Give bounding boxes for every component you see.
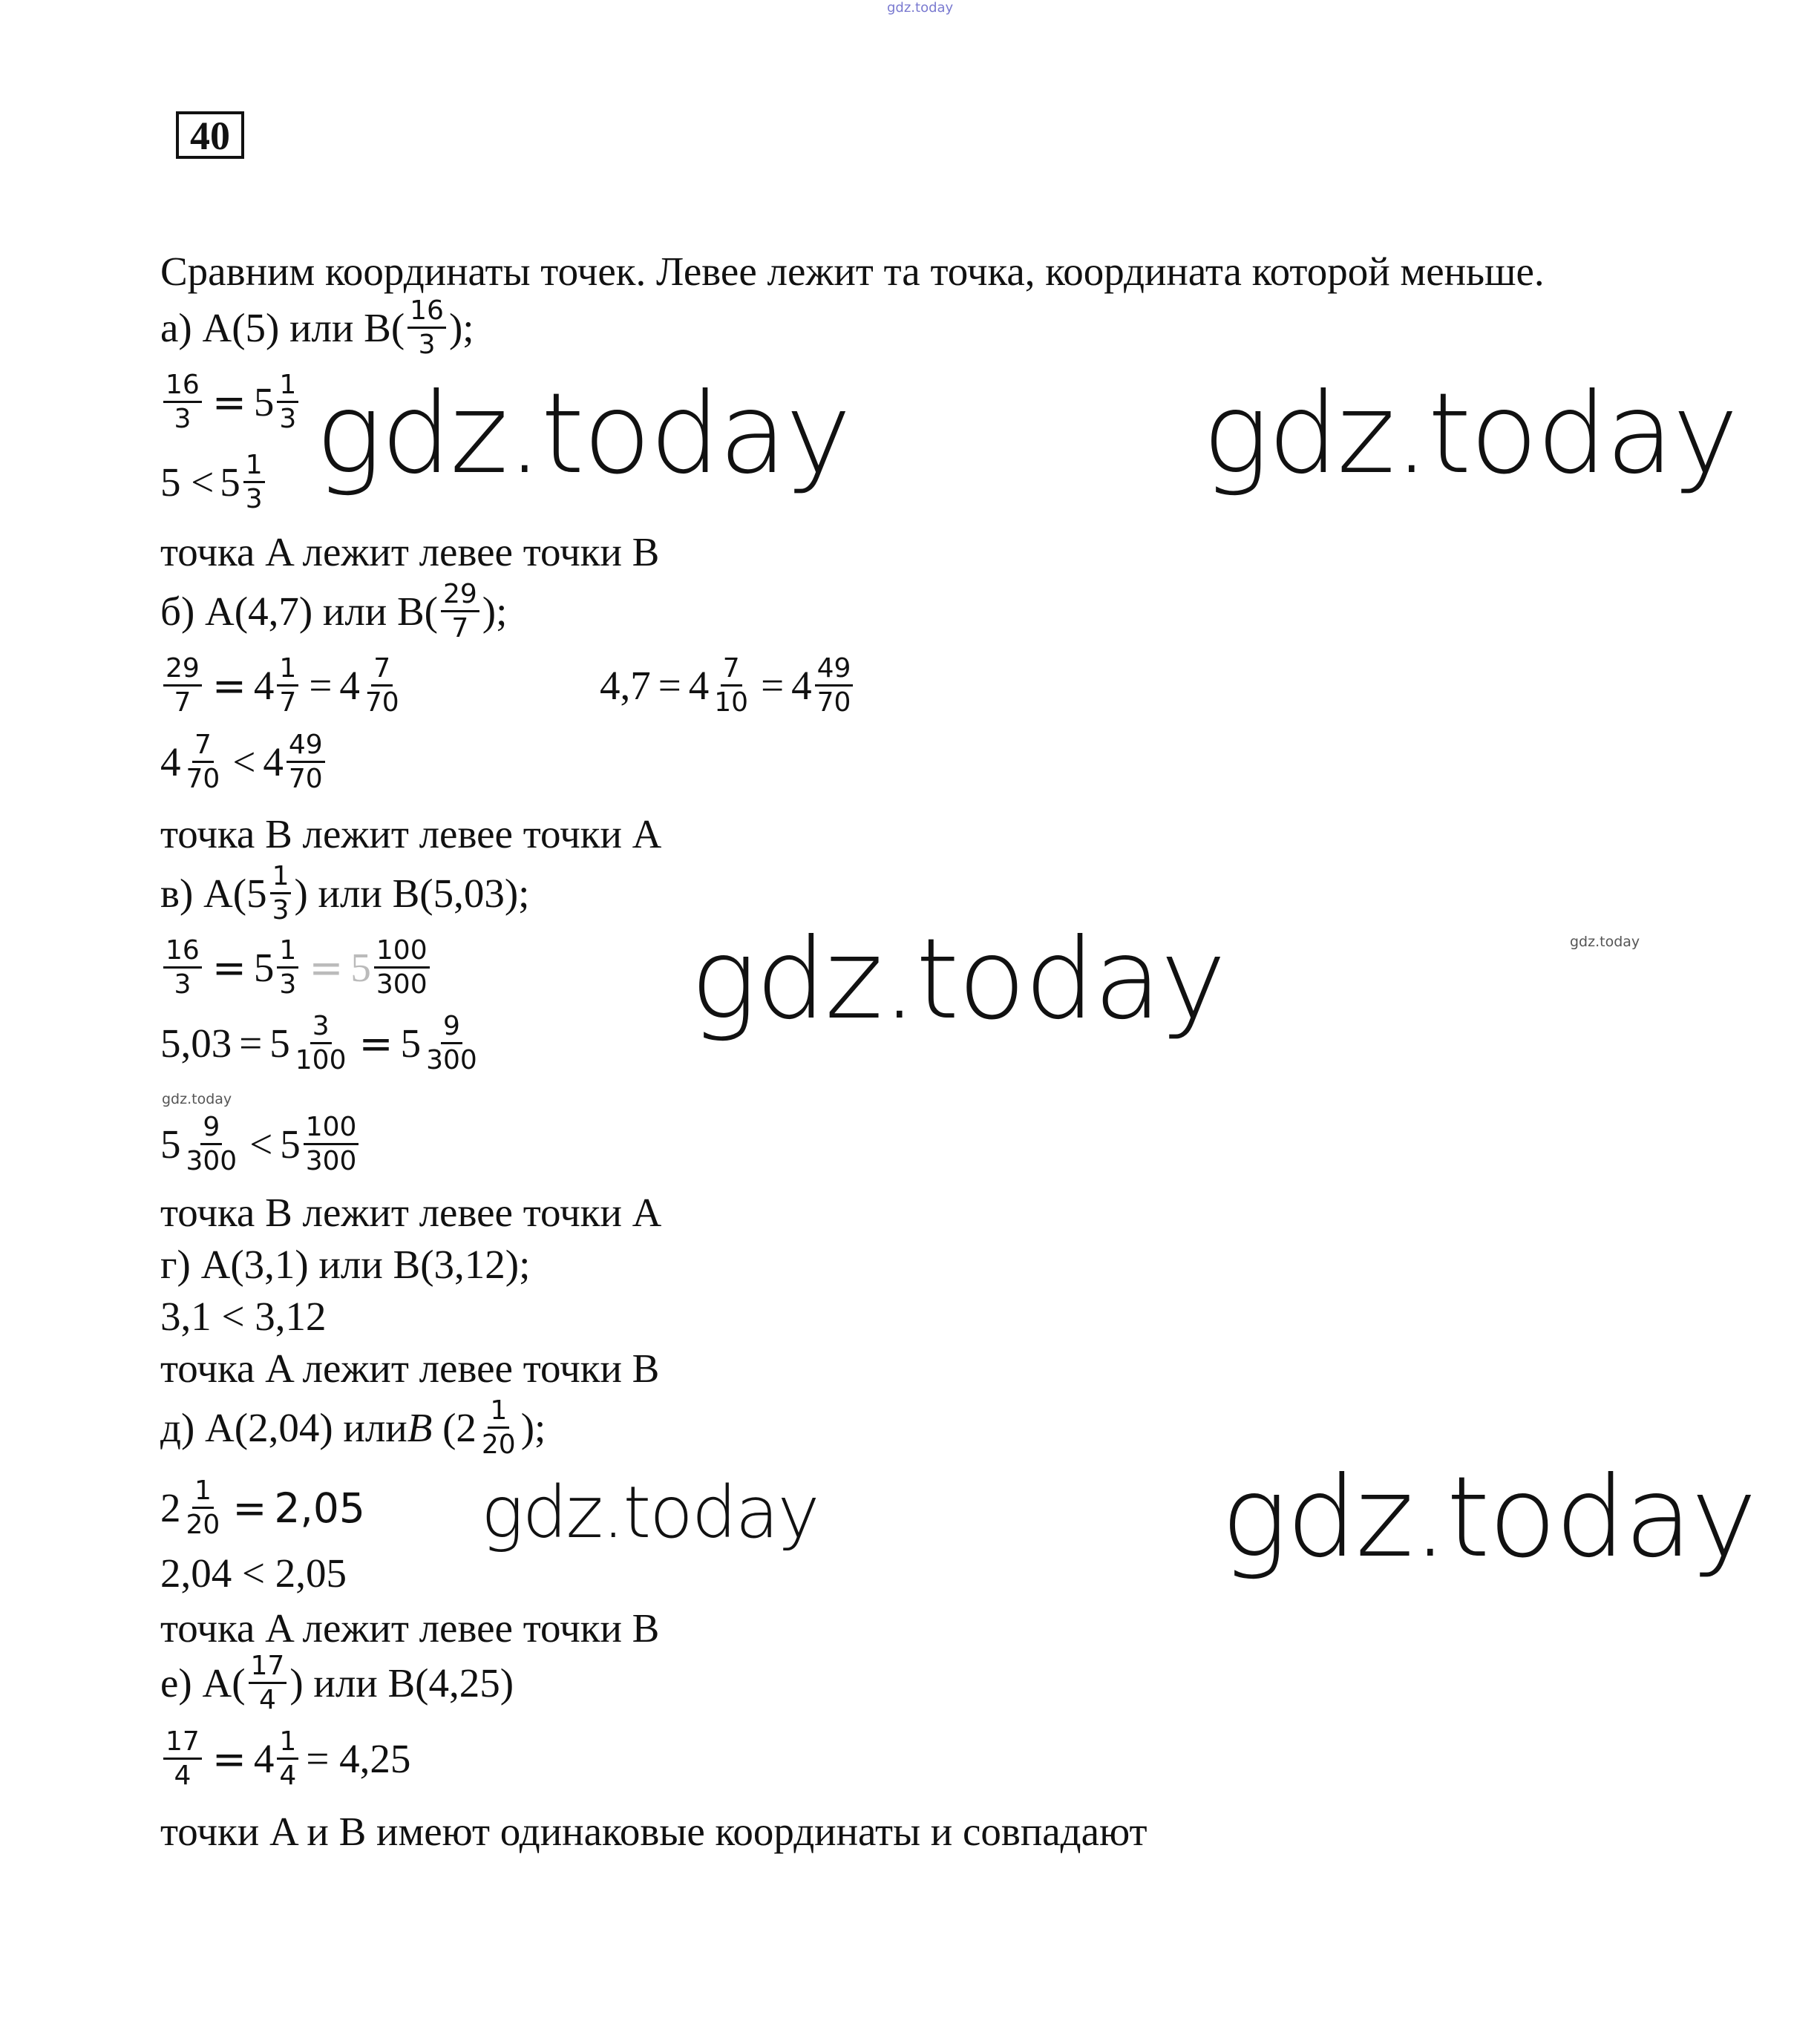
equals-sign: = [658,663,681,709]
task-number: 40 [176,111,244,159]
numerator: 7 [371,655,393,687]
whole-part: 5 [253,379,275,425]
text: ); [520,1405,546,1451]
whole-part: 5 [400,1021,422,1067]
equals-sign: = [212,943,246,992]
denominator: 20 [481,1429,516,1460]
decimal: 2,05 [274,1484,365,1532]
text: а) A(5) или B( [160,305,405,351]
whole-part: 2 [160,1485,181,1531]
text: в) A(5 [160,871,267,917]
part-v-decimal-conversion [160,1012,482,1075]
denominator: 4 [279,1760,297,1791]
numerator: 16 [163,371,202,403]
fraction [277,371,298,433]
denominator: 4 [258,1684,276,1715]
fraction [407,297,446,359]
fraction [712,655,750,717]
fraction [163,655,202,717]
less-than-sign: < [232,739,256,785]
whole-part: 4 [160,739,181,785]
denominator: 10 [714,687,749,718]
denominator: 70 [816,687,851,718]
part-v-equation [160,937,433,999]
text: (2 [432,1405,477,1451]
whole-part: 5 [160,1121,181,1167]
watermark: gdz.today [315,370,851,499]
part-d-equation [160,1477,365,1539]
denominator: 3 [174,403,191,434]
watermark-top: gdz.today [887,0,954,16]
denominator: 70 [186,763,220,794]
whole-part: 4 [263,739,284,785]
numerator: 9 [441,1012,462,1044]
equals-sign: = [309,663,333,709]
part-a-comparison [160,451,268,514]
part-v-comparison [160,1113,361,1176]
denominator: 300 [305,1145,357,1176]
fraction [184,731,223,793]
numerator: 100 [374,937,430,969]
text: б) A(4,7) или B( [160,589,438,635]
numerator: 1 [277,937,298,969]
part-b-equation-right [600,655,856,717]
denominator: 7 [451,612,469,643]
fraction [363,655,402,717]
part-a-conclusion: точка A лежит левее точки B [160,529,660,574]
whole-part: 4 [688,663,710,709]
denominator: 3 [279,969,297,1000]
numerator: 49 [287,731,325,763]
fraction [184,1113,240,1176]
equals-sign: = [309,943,344,992]
part-b-comparison [160,731,328,793]
denominator: 300 [426,1044,477,1075]
text: ) или B(4,25) [289,1660,514,1706]
text: д) A(2,04) или [160,1405,407,1451]
fraction [243,451,265,514]
fraction [163,371,202,433]
part-e-heading [160,1652,514,1714]
denominator: 70 [288,763,323,794]
equals-sign: = [212,661,246,710]
numerator: 16 [163,937,202,969]
part-a-heading [160,297,474,359]
text: ); [448,305,474,351]
numerator: 1 [243,451,265,483]
fraction [184,1477,223,1539]
watermark-small: gdz.today [162,1091,232,1107]
fraction [374,937,430,999]
whole-part: 5 [220,459,240,505]
denominator: 300 [376,969,428,1000]
denominator: 3 [174,969,191,1000]
fraction [163,1728,202,1790]
fraction [249,1652,287,1714]
numerator: 29 [441,580,479,612]
numerator: 17 [249,1652,287,1684]
equals-sign: = [761,663,785,709]
whole-part: 4 [339,663,360,709]
part-d-heading [160,1397,546,1459]
part-d-conclusion: точка A лежит левее точки B [160,1605,660,1651]
denominator: 3 [279,403,297,434]
text: 5 < [160,459,215,505]
fraction [424,1012,479,1075]
text: е) A( [160,1660,246,1706]
numerator: 29 [163,655,202,687]
numerator: 7 [192,731,214,763]
less-than-sign: < [249,1121,273,1167]
numerator: 1 [277,371,298,403]
fraction [293,1012,349,1075]
numerator: 49 [815,655,854,687]
part-g-conclusion: точка A лежит левее точки B [160,1346,660,1391]
whole-part: 4 [791,663,812,709]
whole-part: 4 [253,1736,275,1782]
part-b-conclusion: точка B лежит левее точки A [160,811,662,856]
denominator: 3 [418,329,436,360]
whole-part: 5 [269,1021,290,1067]
denominator: 3 [245,483,263,514]
part-a-equation [160,371,301,433]
whole-part: 5 [280,1121,301,1167]
equals-sign: = [359,1019,393,1067]
watermark: gdz.today [690,915,1225,1044]
fraction [815,655,854,717]
part-e-conclusion: точки A и B имеют одинаковые координаты и совпадают [160,1809,1148,1854]
fraction [287,731,325,793]
part-d-comparison: 2,04 < 2,05 [160,1550,347,1596]
numerator: 7 [721,655,742,687]
numerator: 100 [304,1113,359,1145]
numerator: 17 [163,1728,202,1760]
equals-sign: = [232,1484,267,1532]
text: B [407,1405,433,1451]
fraction [277,655,298,717]
denominator: 4 [174,1760,191,1791]
fraction [441,580,479,643]
whole-part: 4 [253,663,275,709]
fraction [277,1728,298,1790]
numerator: 1 [270,862,292,894]
part-g-heading: г) A(3,1) или B(3,12); [160,1242,531,1287]
fraction [277,937,298,999]
equals-sign: = [212,1735,246,1783]
watermark: gdz.today [1221,1453,1756,1582]
fraction [479,1397,518,1459]
denominator: 300 [186,1145,238,1176]
numerator: 1 [488,1397,509,1429]
denominator: 7 [279,687,297,718]
text: ) или B(5,03); [294,871,530,917]
part-b-heading [160,580,507,643]
decimal: 5,03 [160,1021,232,1067]
denominator: 20 [186,1509,220,1540]
watermark: gdz.today [1202,370,1738,499]
equals-sign: = [239,1021,263,1067]
decimal: 4,7 [600,663,651,709]
equals-sign: = [212,378,246,426]
whole-part: 5 [253,945,275,991]
numerator: 1 [192,1477,214,1509]
whole-part: 5 [350,945,371,991]
numerator: 1 [277,655,298,687]
part-g-comparison: 3,1 < 3,12 [160,1294,327,1339]
part-b-equation-left [160,655,405,717]
numerator: 9 [200,1113,222,1145]
part-v-heading [160,862,529,925]
part-e-equation [160,1728,410,1790]
watermark-small: gdz.today [1570,934,1640,950]
fraction [270,862,292,925]
watermark: gdz.today [481,1471,819,1554]
numerator: 1 [277,1728,298,1760]
numerator: 3 [310,1012,332,1044]
numerator: 16 [407,297,446,329]
denominator: 7 [174,687,191,718]
part-v-conclusion: точка B лежит левее точки A [160,1190,662,1235]
denominator: 3 [272,894,289,926]
denominator: 70 [364,687,399,718]
text: ); [482,589,508,635]
intro-text: Сравним координаты точек. Левее лежит та точка, координата которой меньше. [160,249,1545,294]
denominator: 100 [295,1044,347,1075]
fraction [163,937,202,999]
fraction [304,1113,359,1176]
result: = 4,25 [306,1736,411,1782]
